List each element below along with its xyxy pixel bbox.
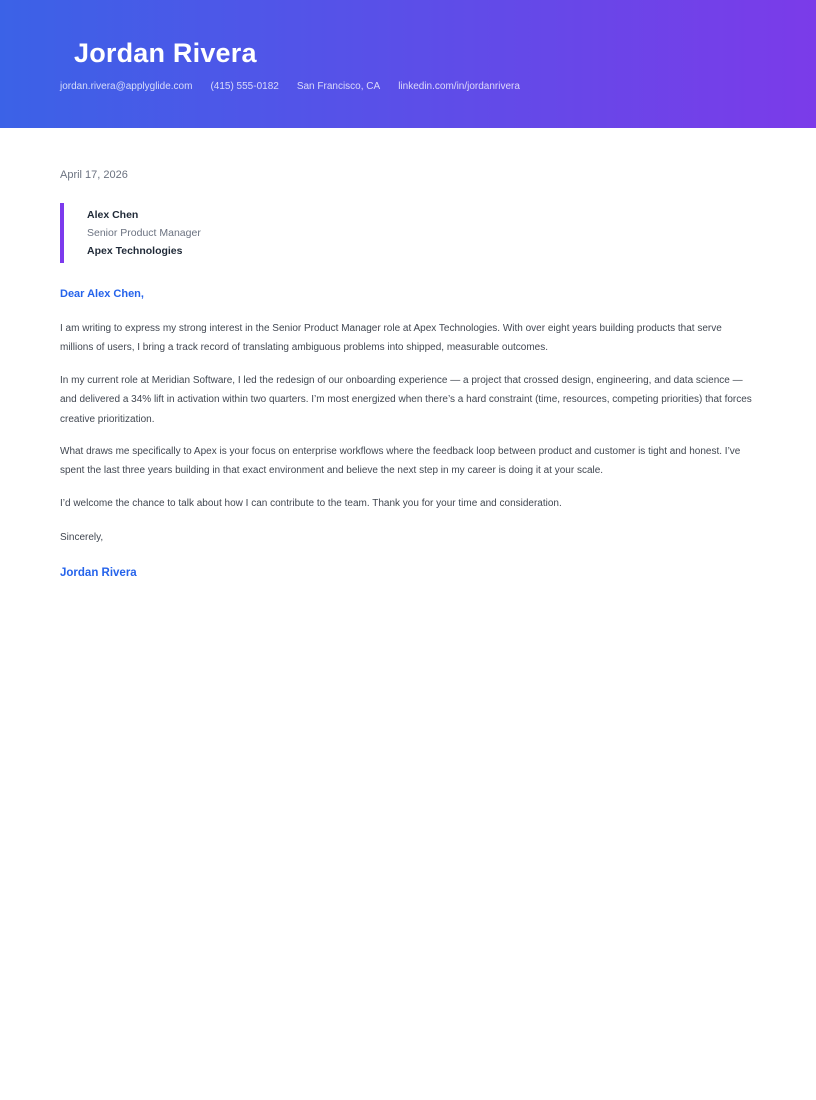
letter-header <box>0 0 816 128</box>
paragraph-motivation: What draws me specifically to Apex is your focus on enterprise workflows where the feedback loop between product and customer is tight and honest. I’ve spent the last three years building in that exact environment and believe the next step in my career is doing it at your scale. <box>60 446 741 477</box>
salutation: Dear Alex Chen, <box>60 288 144 300</box>
recipient-title: Senior Product Manager <box>87 227 201 239</box>
phone-text: (415) 555-0182 <box>210 81 279 92</box>
letter-date: April 17, 2026 <box>60 169 128 181</box>
letter-body <box>0 128 816 581</box>
paragraph-experience: In my current role at Meridian Software, I led the redesign of our onboarding experience — a project that crossed design, engineering, and data science — and delivered a 34% lift in activation within two quarters. I’m most energized when there’s a hard constraint (time, resources, competing priorities) that forces creative prioritization. <box>60 374 752 425</box>
contact-row <box>60 81 756 93</box>
closing-line: Sincerely, <box>60 532 104 544</box>
recipient-block <box>60 203 756 263</box>
linkedin-text: linkedin.com/in/jordanrivera <box>398 81 520 92</box>
location-text: San Francisco, CA <box>296 81 381 92</box>
paragraph-call-to-action: I’d welcome the chance to talk about how I can contribute to the team. Thank you for your time and consideration. <box>60 497 562 509</box>
paragraph-intro: I am writing to express my strong interest in the Senior Product Manager role at Apex Technologies. With over eight years building products that serve millions of users, I bring a track record of translating ambiguous problems into shipped, measurable outcomes. <box>60 323 722 354</box>
candidate-name: Jordan Rivera <box>74 38 257 68</box>
signature-name: Jordan Rivera <box>60 567 137 580</box>
recipient-company: Apex Technologies <box>87 245 183 257</box>
email-text: jordan.rivera@applyglide.com <box>60 81 193 92</box>
recipient-name: Alex Chen <box>87 209 139 221</box>
